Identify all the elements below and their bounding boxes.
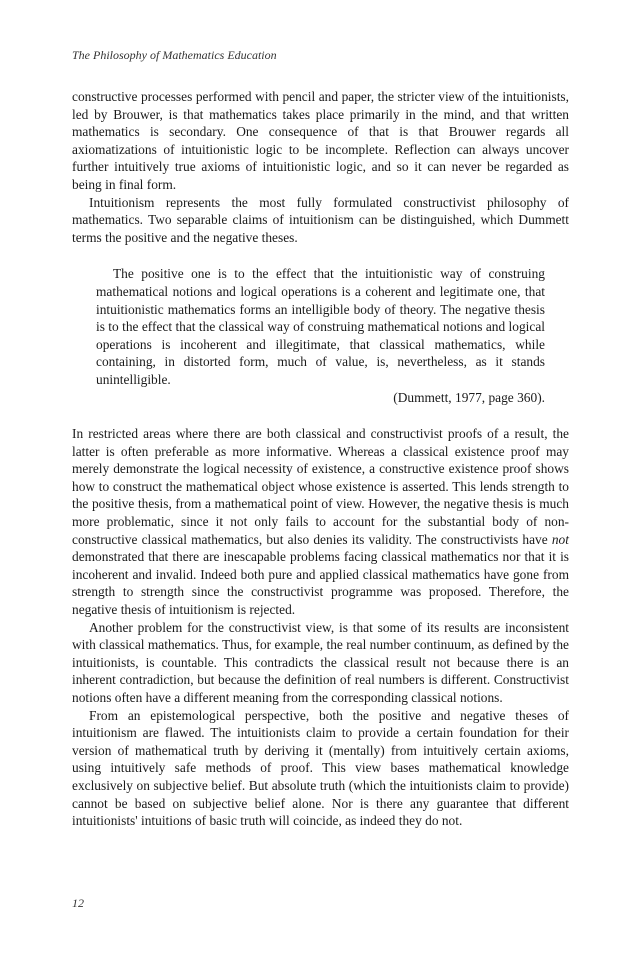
paragraph-3-part-1: In restricted areas where there are both classical and constructivist proofs of a result, the latter is often preferable as more informative. Whereas a classical existence proof may merely demonstrate the logical necessity of existence, a constructive existence proof shows how to construct the mathematical object whose existence is asserted. This lends strength to the positive thesis, from a mathematical point of view. However, the negative thesis is much more problematic, since it not only fails to account for the substantial body of non-constructive classical mathematics, but also denies its validity. The constructivists have xyxy=(72,426,569,547)
paragraph-1: constructive processes performed with pencil and paper, the stricter view of the intuitionists, led by Brouwer, is that mathematics takes place primarily in the mind, and that written mathematics is secondary. One consequence of that is that Brouwer regards all axiomatizations of intuitionistic logic to be incomplete. Reflection can always uncover further intuitively true axioms of intuitionistic logic, and so it can never be regarded as being in final form. xyxy=(72,89,569,192)
block-quote xyxy=(96,265,545,406)
emphasis-not: not xyxy=(551,531,569,547)
paragraph-3-part-2: demonstrated that there are inescapable problems facing classical mathematics nor that it is incoherent and invalid. Indeed both pure and applied classical mathematics have gone from strength to strength since the constructivist programme was proposed. Therefore, the negative thesis of intuitionism is rejected. xyxy=(72,549,569,618)
running-header: The Philosophy of Mathematics Education xyxy=(72,48,277,62)
quote-text: The positive one is to the effect that the intuitionistic way of construing mathematical notions and logical operations is a coherent and legitimate one, that intuitionistic mathematics forms an intelligible body of theory. The negative thesis is to the effect that the classical way of construing mathematical notions and logical operations is incoherent and illegitimate, that classical mathematics, while containing, in distorted form, much of value, is, nevertheless, as it stands unintelligible. xyxy=(96,266,545,387)
quote-citation: (Dummett, 1977, page 360). xyxy=(393,389,545,405)
paragraph-2: Intuitionism represents the most fully formulated constructivist philosophy of mathematics. Two separable claims of intuitionism can be distinguished, which Dummett terms the positive and the negative theses. xyxy=(72,194,569,245)
page-body xyxy=(72,88,569,830)
page-number: 12 xyxy=(72,896,84,910)
paragraph-3 xyxy=(72,425,569,619)
paragraph-4: Another problem for the constructivist view, is that some of its results are inconsistent with classical mathematics. Thus, for example, the real number continuum, as defined by the intuitionists, is countable. This contradicts the classical result not because there is an inherent contradiction, but because the definition of real numbers is different. Constructivist notions often have a different meaning from the corresponding classical notions. xyxy=(72,619,569,705)
paragraph-5: From an epistemological perspective, both the positive and negative theses of intuitionism are flawed. The intuitionists claim to provide a certain foundation for their version of mathematical truth by deriving it (mentally) from intuitively certain axioms, using intuitively safe methods of proof. This view bases mathematical knowledge exclusively on subjective belief. But absolute truth (which the intuitionists claim to provide) cannot be based on subjective belief alone. Nor is there any guarantee that different intuitionists' intuitions of basic truth will coincide, as indeed they do not. xyxy=(72,707,569,829)
